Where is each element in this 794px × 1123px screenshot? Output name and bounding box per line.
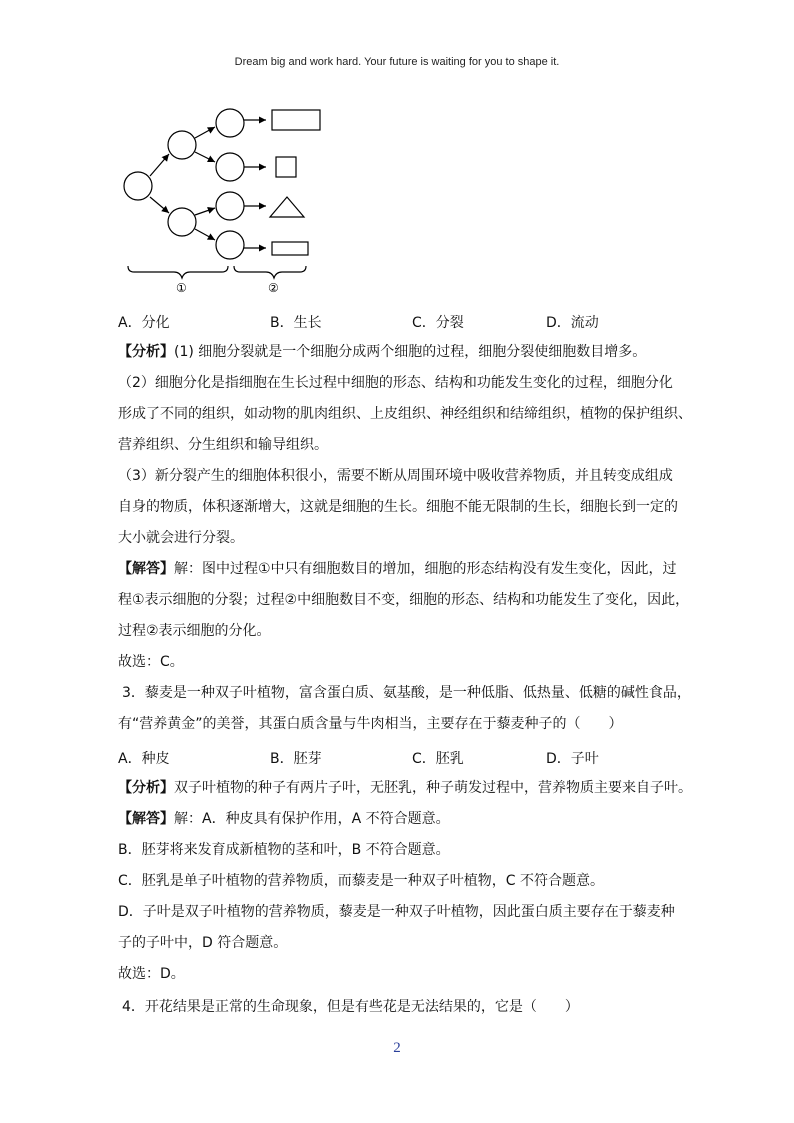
- page-header-motto: Dream big and work hard. Your future is waiting for you to shape it.: [234, 56, 560, 68]
- q2-analysis-line: 形成了不同的组织，如动物的肌肉组织、上皮组织、神经组织和结缔组织，植物的保护组织、: [118, 406, 692, 422]
- diagram-label-2: ②: [268, 281, 279, 295]
- q2-analysis-line: （3）新分裂产生的细胞体积很小，需要不断从周围环境中吸收营养物质，并且转变成组成: [118, 468, 673, 484]
- q4-stem: [118, 992, 678, 1023]
- cell-circle-mid-top: [168, 131, 196, 159]
- diagram-label-1: ①: [176, 281, 187, 295]
- q3-analysis: 双子叶植物的种子有两片子叶，无胚乳，种子萌发过程中，营养物质主要来自子叶。: [174, 780, 692, 796]
- q2-option-a: A．分化: [118, 315, 170, 331]
- q2-answer-line: 过程②表示细胞的分化。: [118, 623, 271, 639]
- q2-analysis-line: 营养组织、分生组织和输导组织。: [118, 437, 328, 453]
- q2-answer-line: 解：图中过程①中只有细胞数目的增加，细胞的形态结构没有发生变化，因此，过: [174, 561, 677, 577]
- tissue-triangle: [270, 197, 304, 217]
- cell-process-diagram: [116, 96, 336, 296]
- q2-analysis-line: (1) 细胞分裂就是一个细胞分成两个细胞的过程，细胞分裂使细胞数目增多。: [174, 344, 647, 360]
- q2-analysis-line: 大小就会进行分裂。: [118, 530, 244, 546]
- q3-answer-tag: 【解答】: [118, 811, 174, 827]
- cell-circle-origin: [124, 172, 152, 200]
- cell-circle-right-1: [216, 109, 244, 137]
- q3-answer-line: 解：A．种皮具有保护作用，A 不符合题意。: [174, 811, 450, 827]
- brace-process-1: [128, 266, 228, 278]
- q3-option-b: B．胚芽: [270, 751, 322, 767]
- q2-analysis-line: 自身的物质，体积逐渐增大，这就是细胞的生长。细胞不能无限制的生长，细胞长到一定的: [118, 499, 678, 515]
- q3-option-c: C．胚乳: [412, 751, 464, 767]
- q3-answer-line: 子的子叶中，D 符合题意。: [118, 935, 288, 951]
- cell-circle-mid-bottom: [168, 208, 196, 236]
- q2-explanation: [118, 337, 692, 678]
- q2-analysis-tag: 【分析】: [118, 344, 174, 360]
- q2-analysis-line: （2）细胞分化是指细胞在生长过程中细胞的形态、结构和功能发生变化的过程，细胞分化: [118, 375, 673, 391]
- q3-choice: 故选：D。: [118, 966, 185, 982]
- tissue-square: [276, 157, 296, 177]
- cell-circle-right-4: [216, 231, 244, 259]
- q2-answer-tag: 【解答】: [118, 561, 174, 577]
- cell-circle-right-2: [216, 153, 244, 181]
- q3-option-a: A．种皮: [118, 751, 170, 767]
- page-number: 2: [393, 1040, 401, 1056]
- q3-answer-line: B．胚芽将来发育成新植物的茎和叶，B 不符合题意。: [118, 842, 450, 858]
- q3-answer-line: C．胚乳是单子叶植物的营养物质，而藜麦是一种双子叶植物，C 不符合题意。: [118, 873, 604, 889]
- q3-option-d: D．子叶: [546, 751, 599, 767]
- q3-analysis-tag: 【分析】: [118, 780, 174, 796]
- q3-stem-line: 有“营养黄金”的美誉，其蛋白质含量与牛肉相当，主要存在于藜麦种子的（ ）: [118, 716, 623, 732]
- tissue-long-rectangle: [272, 110, 320, 130]
- tissue-flat-rectangle: [272, 242, 308, 255]
- q3-stem-line: 3．藜麦是一种双子叶植物，富含蛋白质、氨基酸，是一种低脂、低热量、低糖的碱性食品，: [122, 685, 691, 701]
- q3-stem: [118, 678, 691, 740]
- q2-option-d: D．流动: [546, 315, 599, 331]
- q4-stem-line: 4．开花结果是正常的生命现象，但是有些花是无法结果的，它是（ ）: [122, 999, 579, 1015]
- q3-answer-line: D．子叶是双子叶植物的营养物质，藜麦是一种双子叶植物，因此蛋白质主要存在于藜麦种: [118, 904, 675, 920]
- cell-circle-right-3: [216, 192, 244, 220]
- brace-process-2: [234, 266, 306, 278]
- q2-option-b: B．生长: [270, 315, 322, 331]
- q3-explanation: [118, 773, 692, 990]
- q2-answer-line: 程①表示细胞的分裂；过程②中细胞数目不变，细胞的形态、结构和功能发生了变化，因此，: [118, 592, 690, 608]
- q2-choice: 故选：C。: [118, 654, 184, 670]
- q2-option-c: C．分裂: [412, 315, 464, 331]
